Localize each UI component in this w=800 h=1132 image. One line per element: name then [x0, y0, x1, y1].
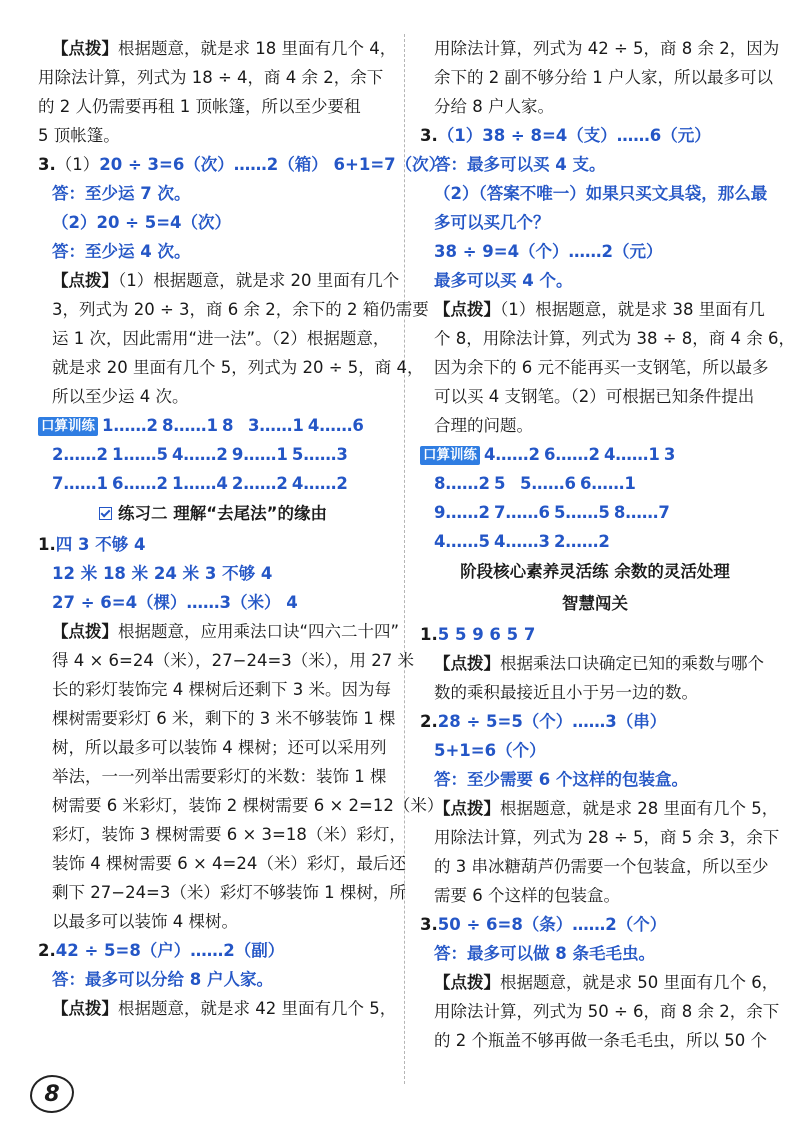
stage-title: 阶段核心素养灵活练 余数的灵活处理 — [460, 562, 730, 581]
continued-text: 用除法计算，列式为 42 ÷ 5，商 8 余 2，因为 余下的 2 副不够分给 1 户人家，所以最多可以 分给 8 户人家。 — [434, 39, 780, 116]
question-3-right: 3.（1）38 ÷ 8=4（支）……6（元） 答：最多可以买 4 支。 （2）（答案不唯一）如果只买文具袋，那么最 多可以买几个？ 38 ÷ 9=4（个）……2（元） 最多可以买 4 个。 — [420, 126, 768, 290]
tip-2: 【点拨】（1）根据题意，就是求 20 里面有几个 3，列式为 20 ÷ 3，商 6 余 2，余下的 2 箱仍需要 运 1 次，因此需用“进一法”。（2）根据题意， 就是求 20 里面有几个 5，列式为 20 ÷ 5，商 4， 所以至少运 4 次。 — [52, 271, 429, 406]
tip-8: 【点拨】根据题意，就是求 50 里面有几个 6， 用除法计算，列式为 50 ÷ 6，商 8 余 2，余下 的 2 个瓶盖不够再做一条毛毛虫，所以 50 个 — [434, 973, 780, 1050]
oral-training: 口算训练 1……2 8……1 8 3……1 4……6 2……2 1……5 4……2 9……1 5……3 7……1 6……2 1……4 2……2 4……2 — [38, 411, 388, 498]
tip-tag: 【点拨】 — [52, 39, 118, 58]
tip-1: 【点拨】根据题意，就是求 18 里面有几个 4， 用除法计算，列式为 18 ÷ 4，商 4 余 2，余下 的 2 人仍需要再租 1 顶帐篷，所以至少要租 5 顶帐篷。 — [38, 39, 397, 145]
tip-4: 【点拨】根据题意，就是求 42 里面有几个 5， — [52, 999, 397, 1018]
answer-line: （2）20 ÷ 5=4（次） — [52, 213, 232, 232]
column-divider — [404, 34, 405, 1084]
stage-question-2: 2.28 ÷ 5=5（个）……3（串） 5+1=6（个） 答：至少需要 6 个这样的包装盒。 — [420, 712, 688, 789]
oral-training-label: 口算训练 — [38, 417, 98, 436]
page-number: 8 — [30, 1075, 74, 1113]
right-column — [420, 34, 796, 1055]
tip-3: 【点拨】根据题意，应用乘法口诀“四六二十四” 得 4 × 6=24（米），27−24=3（米），用 27 米 长的彩灯装饰完 4 棵树后还剩下 3 米。因为每 棵树需要彩灯 6 米，剩下的 3 米不够装饰 1 棵 树，所以最多可以装饰 4 棵树；还可以采用列 举法，一一列举出需要彩灯的米数：装饰 1 棵 树需要 6 米彩灯，装饰 2 棵树需要 6 × 2=12（米） 彩灯，装饰 3 棵树需要 6 × 3=18（米）彩灯， 装饰 4 棵树需要 6 × 4=24（米）彩灯，最后还 剩下 27−24=3（米）彩灯不够装饰 1 棵树，所 以最多可以装饰 4 棵树。 — [52, 622, 444, 931]
section-title: 练习二 理解“去尾法”的缘由 — [38, 498, 388, 530]
stage-question-3: 3.50 ÷ 6=8（条）……2（个） 答：最多可以做 8 条毛毛虫。 — [420, 915, 667, 963]
stage-subtitle: 智慧闯关 — [562, 594, 628, 613]
answer-line: 答：至少运 7 次。 — [52, 184, 191, 203]
left-column — [38, 34, 446, 1023]
checkbox-icon — [99, 507, 112, 520]
answer-text: 20 ÷ 3=6（次）……2（箱） 6+1=7（次） — [99, 155, 446, 174]
tip-5: 【点拨】（1）根据题意，就是求 38 里面有几 个 8，用除法计算，列式为 38 ÷ 8，商 4 余 6， 因为余下的 6 元不能再买一支钢笔，所以最多 可以买 4 支钢笔。（2）可根据已知条件提出 合理的问题。 — [434, 300, 796, 435]
section2-question-2: 2.42 ÷ 5=8（户）……2（副） 答：最多可以分给 8 户人家。 — [38, 941, 285, 989]
section2-question-1: 1.四 3 不够 4 12 米 18 米 24 米 3 不够 4 27 ÷ 6=4（棵）……3（米） 4 — [38, 535, 298, 612]
oral-training-right: 口算训练 4……2 6……2 4……1 3 8……2 5 5……6 6……1 9……2 7……6 5……5 8……7 4……5 4……3 2……2 — [420, 440, 770, 556]
stage-question-1: 1.5 5 9 6 5 7 — [420, 625, 536, 644]
oral-training-label: 口算训练 — [420, 446, 480, 465]
question-3: 3.（1）20 ÷ 3=6（次）……2（箱） 6+1=7（次） 答：至少运 7 次。 （2）20 ÷ 5=4（次） 答：至少运 4 次。 — [38, 150, 388, 266]
tip-6: 【点拨】根据乘法口诀确定已知的乘数与哪个 数的乘积最接近且小于另一边的数。 — [434, 654, 764, 702]
tip-7: 【点拨】根据题意，就是求 28 里面有几个 5， 用除法计算，列式为 28 ÷ 5，商 5 余 3，余下 的 3 串冰糖葫芦仍需要一个包装盒，所以至少 需要 6 个这样的包装盒。 — [434, 799, 780, 905]
answer-line: 答：至少运 4 次。 — [52, 242, 191, 261]
